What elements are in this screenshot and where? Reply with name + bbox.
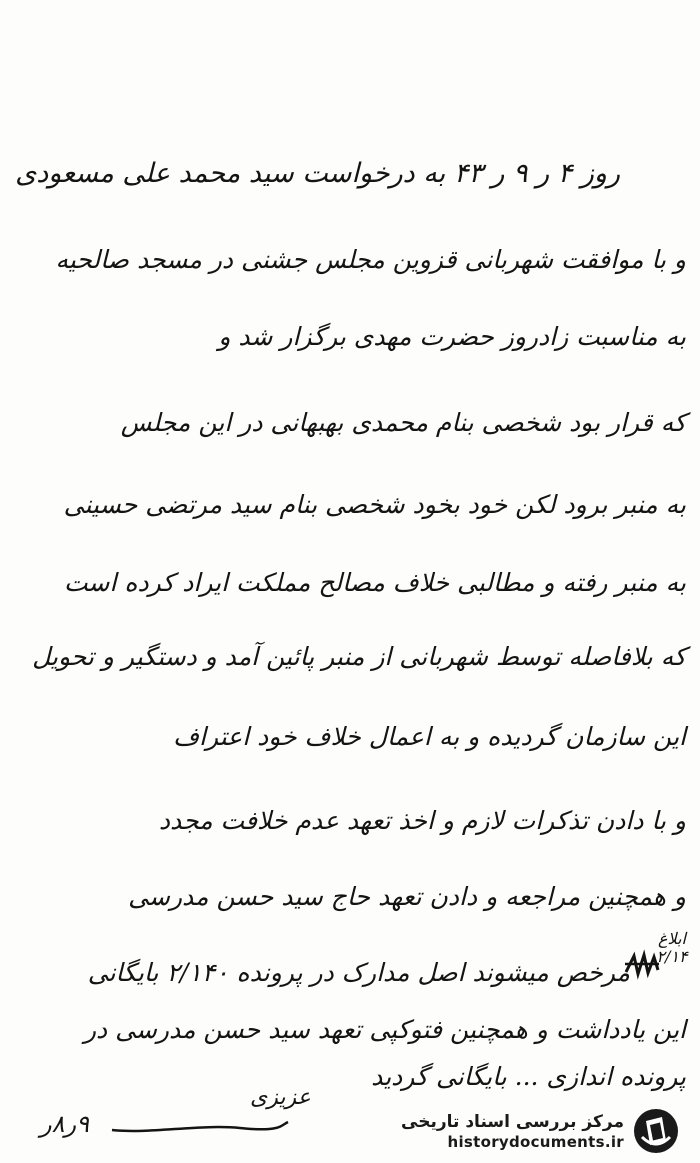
watermark-text: [401, 1111, 624, 1151]
document-line-12: پرونده اندازی ... بایگانی گردید: [371, 1062, 686, 1091]
signature-stroke: [110, 1118, 290, 1136]
document-line-1: و با موافقت شهربانی قزوین مجلس جشنی در مسجد صالحیه: [55, 245, 686, 274]
archive-logo-icon: [632, 1107, 680, 1155]
document-line-7: این سازمان گردیده و به اعمال خلاف خود اعتراف: [173, 722, 686, 751]
signature-name: عزیزی: [250, 1085, 311, 1110]
document-line-5: به منبر رفته و مطالبی خلاف مصالح مملکت ایراد کرده است: [63, 568, 686, 597]
document-line-6: که بلافاصله توسط شهربانی از منبر پائین آمد و دستگیر و تحویل: [32, 642, 686, 671]
document-line-2: به مناسبت زادروز حضرت مهدی برگزار شد و: [218, 322, 686, 351]
watermark-url: historydocuments.ir: [447, 1133, 624, 1151]
document-line-4: به منبر برود لکن خود بخود شخصی بنام سید مرتضی حسینی: [63, 490, 686, 519]
document-line-8: و با دادن تذکرات لازم و اخذ تعهد عدم خلافت مجدد: [158, 806, 686, 835]
margin-note: ابلاغ ۲/۱۴: [656, 929, 688, 966]
document-title-line: روز ۴ ر ۹ ر ۴۳ به درخواست سید محمد علی مسعودی: [15, 158, 620, 189]
watermark-title: مرکز بررسی اسناد تاریخی: [401, 1112, 624, 1132]
watermark: [401, 1107, 680, 1155]
document-line-10: مرخص میشوند اصل مدارک در پرونده ۲/۱۴۰ بایگانی: [87, 958, 630, 987]
signature-date: ۹ر۸ر: [40, 1110, 89, 1138]
document-line-11: این یادداشت و همچنین فتوکپی تعهد سید حسن مدرسی در: [83, 1015, 686, 1044]
document-line-9: و همچنین مراجعه و دادن تعهد حاج سید حسن مدرسی: [128, 882, 686, 911]
crossout-scribble: [624, 952, 660, 978]
document-line-3: که قرار بود شخصی بنام محمدی بهبهانی در این مجلس: [120, 408, 686, 437]
